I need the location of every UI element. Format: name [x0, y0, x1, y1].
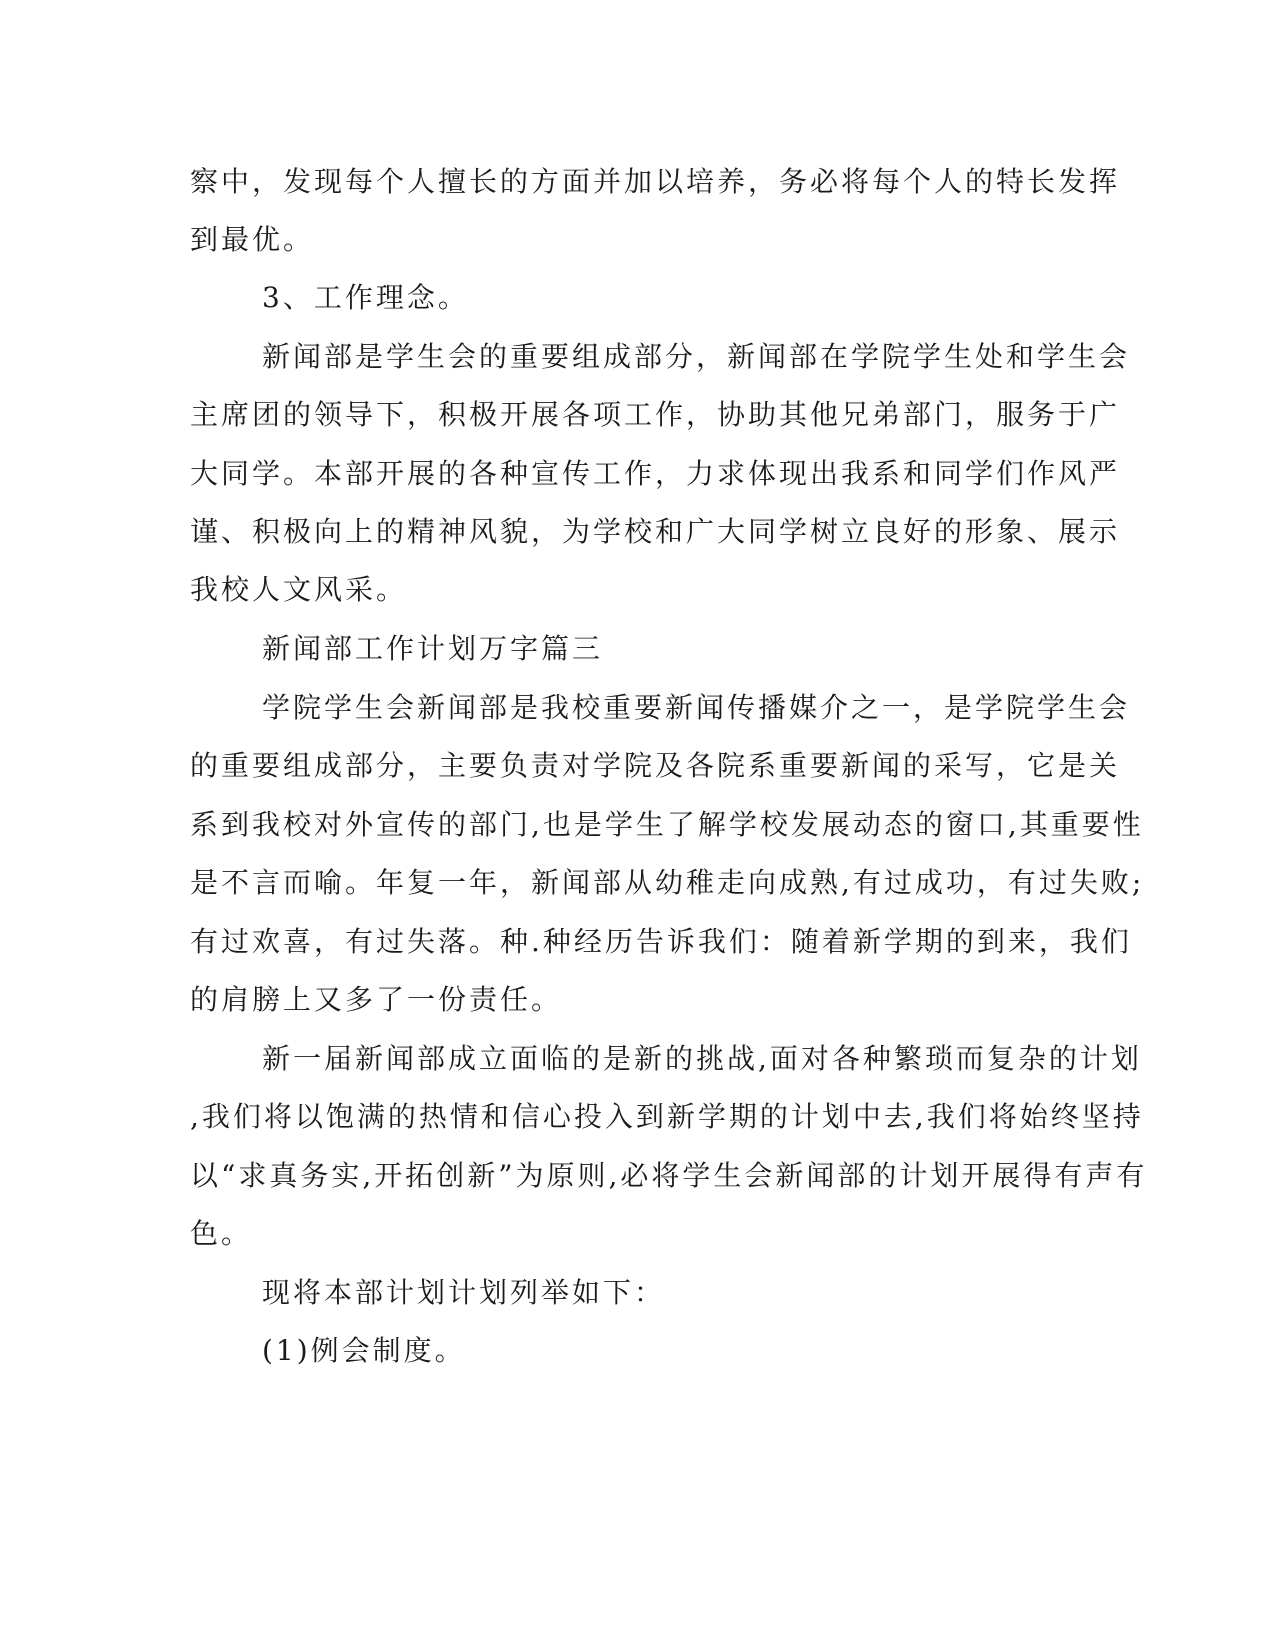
paragraph-line: 察中，发现每个人擅长的方面并加以培养，务必将每个人的特长发挥	[190, 165, 1121, 198]
paragraph-line: 的重要组成部分，主要负责对学院及各院系重要新闻的采写，它是关	[190, 749, 1121, 782]
paragraph-line: 学院学生会新闻部是我校重要新闻传播媒介之一，是学院学生会	[262, 691, 1131, 724]
paragraph-line: 以“求真务实,开拓创新”为原则,必将学生会新闻部的计划开展得有声有	[190, 1159, 1148, 1192]
paragraph-line: ,我们将以饱满的热情和信心投入到新学期的计划中去,我们将始终坚持	[190, 1100, 1144, 1133]
paragraph-line: 现将本部计划计划列举如下：	[262, 1276, 666, 1309]
paragraph-line: 系到我校对外宣传的部门,也是学生了解学校发展动态的窗口,其重要性	[190, 808, 1144, 841]
paragraph-line: 主席团的领导下，积极开展各项工作，协助其他兄弟部门，服务于广	[190, 398, 1121, 431]
paragraph-line: 新闻部是学生会的重要组成部分，新闻部在学院学生处和学生会	[262, 340, 1131, 373]
paragraph-line: 是不言而喻。年复一年，新闻部从幼稚走向成熟,有过成功，有过失败;	[190, 866, 1145, 899]
paragraph-line: 到最优。	[190, 223, 315, 256]
section-title: 新闻部工作计划万字篇三	[262, 632, 604, 665]
section-heading: 3、工作理念。	[262, 281, 469, 314]
paragraph-line: 有过欢喜，有过失落。种.种经历告诉我们：随着新学期的到来，我们	[190, 925, 1132, 958]
list-item: (1)例会制度。	[262, 1334, 466, 1367]
paragraph-line: 的肩膀上又多了一份责任。	[190, 983, 563, 1016]
paragraph-line: 谨、积极向上的精神风貌，为学校和广大同学树立良好的形象、展示	[190, 515, 1121, 548]
paragraph-line: 我校人文风采。	[190, 573, 408, 606]
paragraph-line: 色。	[190, 1217, 253, 1250]
paragraph-line: 大同学。本部开展的各种宣传工作，力求体现出我系和同学们作风严	[190, 457, 1121, 490]
paragraph-line: 新一届新闻部成立面临的是新的挑战,面对各种繁琐而复杂的计划	[262, 1042, 1142, 1075]
